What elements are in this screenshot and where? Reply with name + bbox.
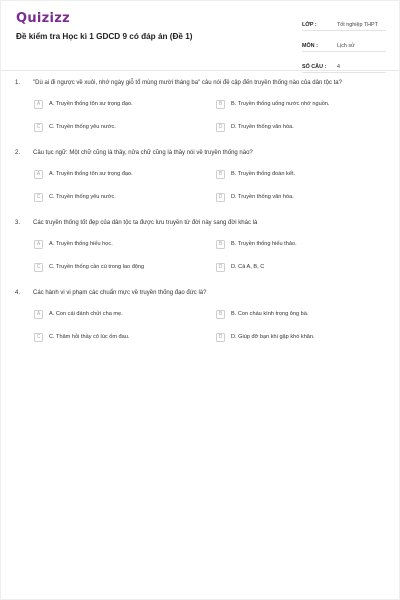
meta-row-class <box>302 13 386 31</box>
option-text: B. Truyền thống uống nước nhớ nguồn. <box>231 101 330 107</box>
question-number: 4. <box>15 290 21 296</box>
option-letter-box[interactable]: A <box>34 170 43 179</box>
header <box>0 0 400 70</box>
option-letter-box[interactable]: C <box>34 333 43 342</box>
meta-value: Lịch sử <box>337 43 355 49</box>
option-text: D. Giúp đỡ bạn khi gặp khó khăn. <box>231 334 315 340</box>
question-text: Các hành vi vi phạm các chuẩn mực về truyền thống đạo đức là? <box>33 290 207 296</box>
option-d[interactable] <box>216 121 294 133</box>
option-text: B. Truyền thống hiếu thảo. <box>231 241 297 247</box>
question-1 <box>0 78 400 148</box>
option-a[interactable] <box>34 238 113 250</box>
option-b[interactable] <box>216 308 308 320</box>
option-text: A. Con cái đánh chửi cha mẹ. <box>49 311 123 317</box>
option-letter-box[interactable]: A <box>34 100 43 109</box>
question-text: "Dù ai đi ngược về xuôi, nhớ ngày giỗ tổ mùng mười tháng ba" câu nói đề cập đến truyền thống nào của dân tộc ta? <box>33 80 342 86</box>
option-letter-box[interactable]: B <box>216 240 225 249</box>
meta-key: MÔN : <box>302 43 318 49</box>
option-a[interactable] <box>34 98 133 110</box>
option-d[interactable] <box>216 261 264 273</box>
option-letter-box[interactable]: A <box>34 310 43 319</box>
question-number: 3. <box>15 220 21 226</box>
option-c[interactable] <box>34 191 116 203</box>
option-text: D. Truyền thống văn hóa. <box>231 194 294 200</box>
option-c[interactable] <box>34 261 144 273</box>
option-text: C. Truyền thống cần cù trong lao động <box>49 264 145 270</box>
question-number: 2. <box>15 150 21 156</box>
option-text: C. Truyền thống yêu nước. <box>49 194 116 200</box>
meta-key: SỐ CÂU : <box>302 64 327 70</box>
option-letter-box[interactable]: B <box>216 100 225 109</box>
option-text: C. Truyền thống yêu nước. <box>49 124 116 130</box>
option-text: B. Truyền thống đoàn kết. <box>231 171 296 177</box>
question-4 <box>0 288 400 358</box>
question-number: 1. <box>15 80 21 86</box>
option-text: A. Truyền thống tôn sư trọng đạo. <box>49 101 133 107</box>
option-text: A. Truyền thống tôn sư trọng đạo. <box>49 171 133 177</box>
meta-row-subject <box>302 34 386 52</box>
option-text: C. Thăm hỏi thầy cô lúc ốm đau. <box>49 334 130 340</box>
option-a[interactable] <box>34 308 123 320</box>
option-letter-box[interactable]: D <box>216 263 225 272</box>
quizizz-logo[interactable]: Quizizz <box>16 11 71 26</box>
meta-key: LỚP : <box>302 22 317 28</box>
option-b[interactable] <box>216 238 297 250</box>
meta-value: 4 <box>337 64 340 70</box>
question-text: Câu tục ngữ: Một chữ cũng là thầy, nửa chữ cũng là thầy nói về truyền thống nào? <box>33 150 253 156</box>
option-c[interactable] <box>34 121 116 133</box>
option-text: A. Truyền thống hiếu học. <box>49 241 113 247</box>
question-list <box>0 78 400 358</box>
option-letter-box[interactable]: C <box>34 123 43 132</box>
option-letter-box[interactable]: B <box>216 170 225 179</box>
question-text: Các truyền thống tốt đẹp của dân tộc ta được lưu truyền từ đời này sang đời khác là <box>33 220 258 226</box>
option-letter-box[interactable]: C <box>34 263 43 272</box>
option-text: D. Truyền thống văn hóa. <box>231 124 294 130</box>
option-letter-box[interactable]: D <box>216 333 225 342</box>
option-b[interactable] <box>216 98 329 110</box>
meta-info <box>302 13 386 76</box>
option-letter-box[interactable]: D <box>216 123 225 132</box>
option-letter-box[interactable]: B <box>216 310 225 319</box>
question-3 <box>0 218 400 288</box>
meta-value: Tốt nghiệp THPT <box>337 22 378 28</box>
option-a[interactable] <box>34 168 133 180</box>
option-d[interactable] <box>216 191 294 203</box>
option-letter-box[interactable]: C <box>34 193 43 202</box>
option-c[interactable] <box>34 331 129 343</box>
page-title: Đề kiểm tra Học kì 1 GDCD 9 có đáp án (Đề 1) <box>16 32 193 41</box>
option-text: D. Cả A, B, C <box>231 264 265 270</box>
option-letter-box[interactable]: D <box>216 193 225 202</box>
question-2 <box>0 148 400 218</box>
option-d[interactable] <box>216 331 315 343</box>
option-letter-box[interactable]: A <box>34 240 43 249</box>
header-divider <box>0 70 400 71</box>
option-b[interactable] <box>216 168 295 180</box>
option-text: B. Con cháu kính trọng ông bà. <box>231 311 309 317</box>
